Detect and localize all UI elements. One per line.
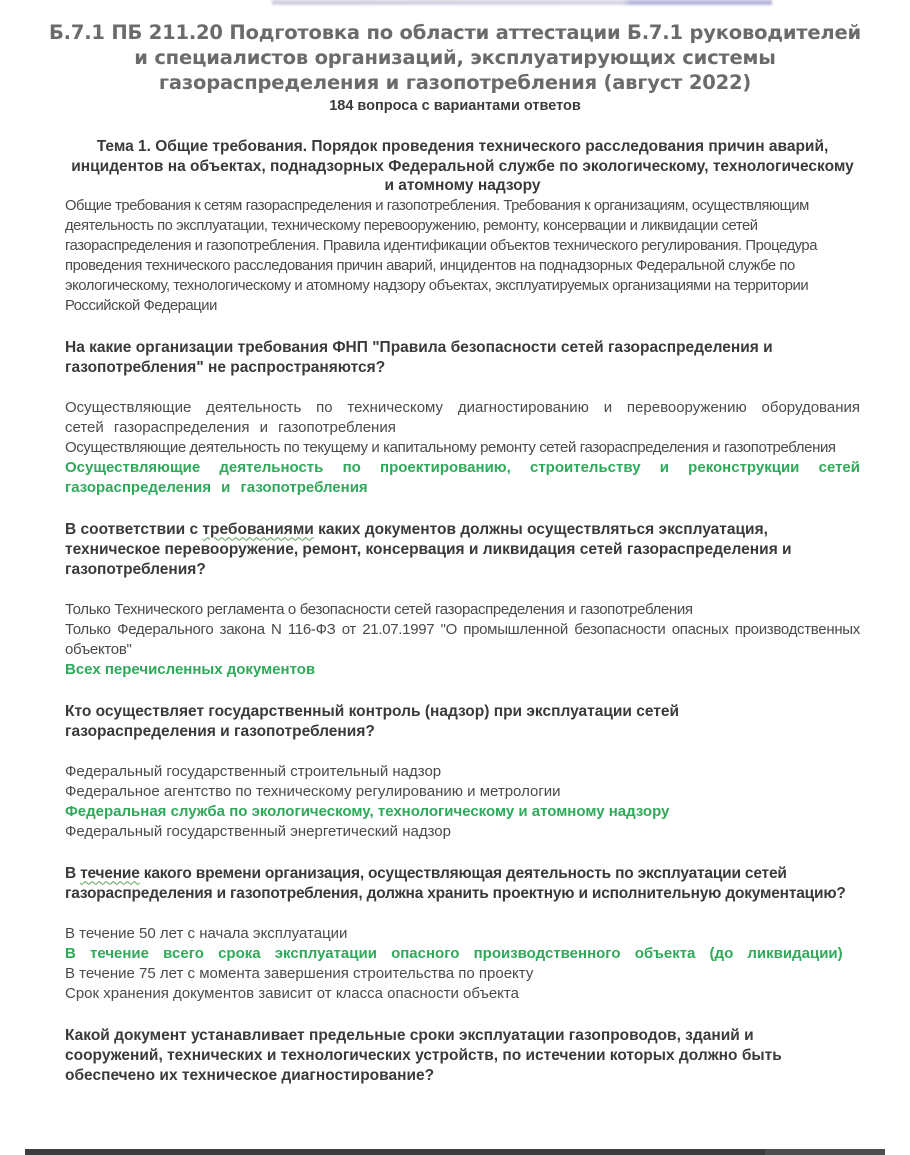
answer-option-correct: В течение всего срока эксплуатации опасного производственного объекта (до ликвидации) bbox=[65, 944, 843, 962]
question-block bbox=[65, 520, 860, 680]
answer-option: Федеральное агентство по техническому регулированию и метрологии bbox=[65, 782, 561, 800]
question-text: Какой документ устанавливает предельные сроки эксплуатации газопроводов, зданий и сооружений, технических и технологических устройств, по истечении которых должно быть обеспечено их техническое диагностирование? bbox=[65, 1026, 782, 1084]
answer-option: Федеральный государственный строительный надзор bbox=[65, 762, 442, 780]
document-content bbox=[65, 137, 860, 1086]
question-text-part: В bbox=[65, 864, 81, 882]
answer-option: Осуществляющие деятельность по техническому диагностированию и перевооружению оборудования сетей газораспределения и газопотребления bbox=[65, 398, 860, 436]
answer-list bbox=[65, 398, 860, 498]
question-text bbox=[65, 864, 860, 904]
answer-option-correct: Всех перечисленных документов bbox=[65, 660, 316, 678]
document-title: Б.7.1 ПБ 211.20 Подготовка по области аттестации Б.7.1 руководителей и специалистов организаций, эксплуатирующих системы газораспределения и газопотребления (август 2022) bbox=[48, 21, 862, 94]
answer-option: В течение 50 лет с начала эксплуатации bbox=[65, 924, 348, 942]
answer-list bbox=[65, 924, 860, 1004]
answer-option: Осуществляющие деятельность по текущему и капитальному ремонту сетей газораспределения и газопотребления bbox=[65, 438, 836, 456]
topic-heading: Тема 1. Общие требования. Порядок проведения технического расследования причин аварий, инцидентов на объектах, поднадзорных Федеральной службе по экологическому, технологическому и атомному надзору bbox=[71, 138, 854, 194]
question-text: Кто осуществляет государственный контроль (надзор) при эксплуатации сетей газораспределения и газопотребления? bbox=[65, 702, 680, 740]
spellcheck-marked-word: требованиями bbox=[202, 520, 314, 538]
question-text-part: В соответствии с bbox=[65, 520, 203, 538]
question-block bbox=[65, 864, 860, 1004]
answer-option: Федеральный государственный энергетический надзор bbox=[65, 822, 451, 840]
answer-option: Только Технического регламента о безопасности сетей газораспределения и газопотребления bbox=[65, 600, 693, 618]
question-text-part: каких документов должны осуществляться эксплуатация, техническое перевооружение, ремонт, консервация и ликвидация сетей газораспределения и газопотребления? bbox=[65, 520, 792, 578]
topic-description: Общие требования к сетям газораспределения и газопотребления. Требования к организациям, осуществляющим деятельность по эксплуатации, техническому перевооружению, ремонту, консервации и ликвидации сетей газораспределения и газопотребления. Правила идентификации объектов технического регулирования. Процедура проведения технического расследования причин аварий, инцидентов на поднадзорных Федеральной службе по экологическому, технологическому и атомному надзору объектах, эксплуатируемых организациями на территории Российской Федерации bbox=[65, 197, 817, 314]
answer-option-correct: Осуществляющие деятельность по проектированию, строительству и реконструкции сетей газораспределения и газопотребления bbox=[65, 458, 860, 496]
answer-option: В течение 75 лет с момента завершения строительства по проекту bbox=[65, 964, 534, 982]
answer-option: Срок хранения документов зависит от класса опасности объекта bbox=[65, 984, 519, 1002]
horizontal-scrollbar[interactable] bbox=[25, 1149, 885, 1155]
answer-option-correct: Федеральная служба по экологическому, технологическому и атомному надзору bbox=[65, 802, 670, 820]
scrollbar-thumb[interactable] bbox=[765, 1149, 885, 1155]
question-text bbox=[65, 520, 860, 580]
question-block bbox=[65, 338, 860, 498]
spellcheck-marked-word: течение bbox=[80, 864, 140, 882]
answer-option: Только Федерального закона N 116-ФЗ от 21.07.1997 "О промышленной безопасности опасных производственных объектов" bbox=[65, 620, 860, 658]
question-block bbox=[65, 1026, 860, 1086]
answer-list bbox=[65, 600, 860, 680]
document-subtitle: 184 вопроса с вариантами ответов bbox=[329, 98, 581, 114]
question-text-part: какого времени организация, осуществляющая деятельность по эксплуатации сетей газораспределения и газопотребления, должна хранить проектную и исполнительную документацию? bbox=[65, 864, 846, 902]
question-block bbox=[65, 702, 860, 842]
cropped-header-line bbox=[272, 0, 772, 5]
answer-list bbox=[65, 762, 860, 842]
question-text: На какие организации требования ФНП "Правила безопасности сетей газораспределения и газопотребления" не распространяются? bbox=[65, 338, 773, 376]
